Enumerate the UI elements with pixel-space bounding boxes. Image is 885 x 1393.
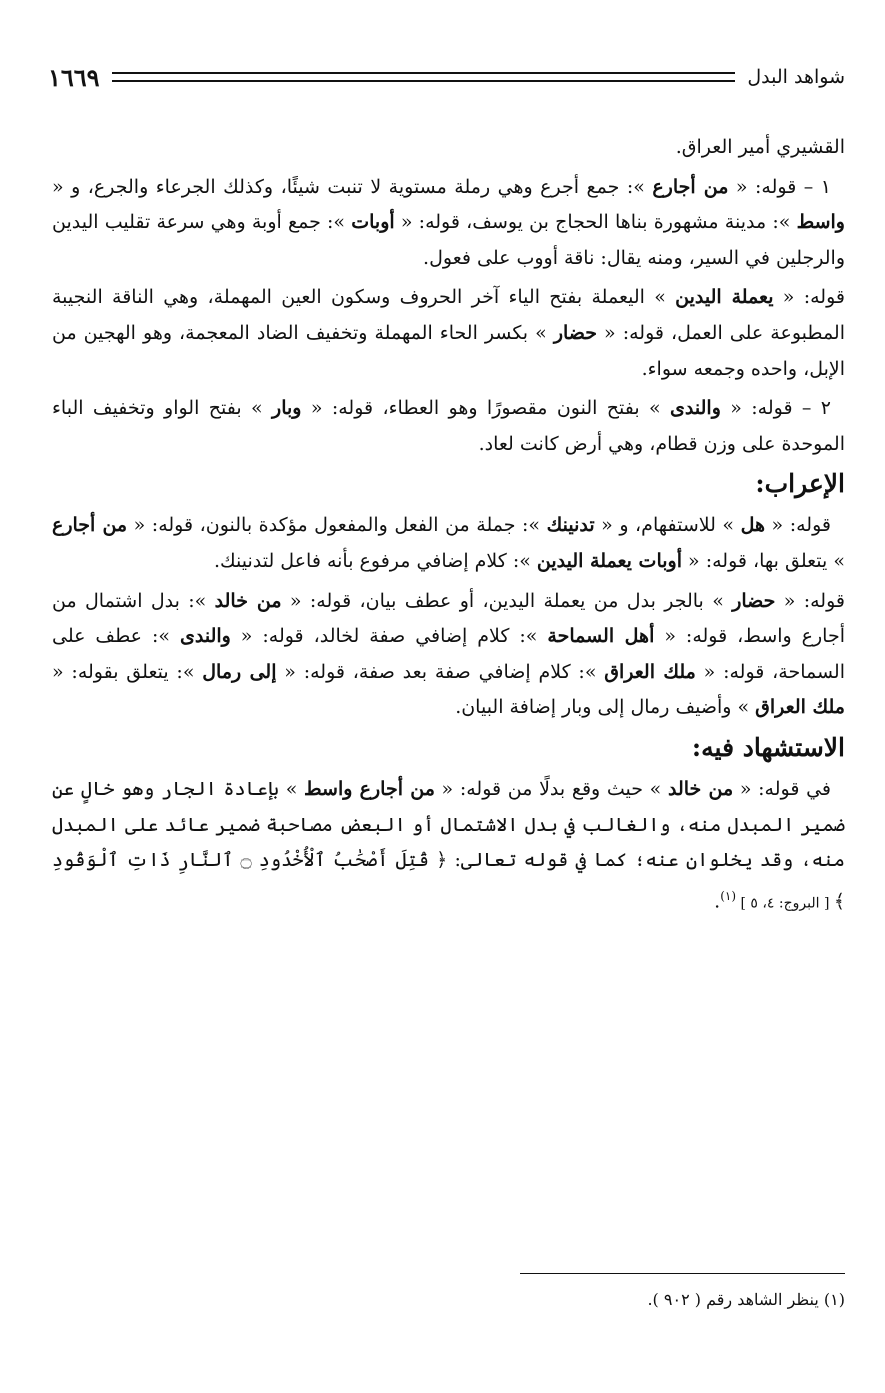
bold-term: من أجارع (652, 175, 729, 198)
paragraph-continuation: القشيري أمير العراق. (675, 136, 845, 158)
bold-term: حضار (732, 589, 776, 612)
bold-term: يعملة اليدين (675, 286, 774, 309)
bold-term: أوبات يعملة اليدين (536, 549, 682, 572)
bold-term: والندى (179, 625, 231, 648)
footnote-separator (520, 1273, 845, 1274)
bold-term: من أجارع واسط (304, 777, 435, 800)
bold-term: تدنينك (546, 514, 595, 537)
bold-term: من أجارع (52, 514, 128, 537)
bold-term: أوبات (351, 211, 395, 234)
bold-term: ملك العراق (755, 696, 845, 719)
verse-reference: [ البروج: ٤، ٥ ] (736, 895, 834, 912)
paragraph-irab-1: قوله: « هل » للاستفهام، و « تدنينك »: جملة من الفعل والمفعول مؤكدة بالنون، قوله: « من أجارع » يتعلق بها، قوله: « أوبات يعملة اليدين »: كلام إضافي مرفوع بأنه فاعل لتدنينك. (52, 514, 845, 572)
bold-term: ملك العراق (604, 660, 696, 683)
paragraph-note-1b: قوله: « يعملة اليدين » اليعملة بفتح الياء آخر الحروف وسكون العين المهملة، وهي الناقة النجيبة المطبوعة على العمل، قوله: « حضار » بكسر الحاء المهملة وتخفيف الضاد المعجمة، وهو الهجين من الإبل، واحده وجمعه سواء. (52, 286, 846, 380)
header-double-rule (112, 72, 736, 82)
bold-term: حضار (553, 321, 597, 344)
footnote-marker: (١) (720, 888, 737, 903)
section-heading-istishhad: الاستشهاد فيه: (691, 732, 845, 762)
page-number: ١٦٦٩ (48, 62, 100, 92)
paragraph-note-1: ١ – قوله: « من أجارع »: جمع أجرع وهي رملة مستوية لا تنبت شيئًا، وكذلك الجرعاء والجرع، و « واسط »: مدينة مشهورة بناها الحجاج بن يوسف، قوله: « أوبات »: جمع أوبة وهي سرعة تقليب اليدين والرجلين في السير، ومنه يقال: ناقة أووب على فعول. (52, 175, 845, 269)
bold-term: من خالد (667, 777, 734, 800)
paragraph-irab-2: قوله: « حضار » بالجر بدل من يعملة اليدين، أو عطف بيان، قوله: « من خالد »: بدل اشتمال من أجارع واسط، قوله: « أهل السماحة »: كلام إضافي صفة لخالد، قوله: « والندى »: عطف على السماحة، قوله: « ملك العراق »: كلام إضافي صفة بعد صفة، قوله: « إلى رمال »: يتعلق بقوله: « ملك العراق » وأضيف رمال إلى وبار إضافة البيان. (52, 589, 845, 719)
section-heading-irab: الإعراب: (755, 469, 845, 499)
bold-term: من خالد (214, 589, 282, 612)
bold-term: واسط (796, 211, 845, 234)
paragraph-istishhad: في قوله: « من خالد » حيث وقع بدلًا من قوله: « من أجارع واسط » بإعادة الجار وهو خالٍ عن ضمير المبدل منه، والغالب في بدل الاشتمال أو البعض مصاحبة ضمير عائد على المبدل منه، وقد يخلوان عنه؛ كما في قوله تعالى: ﴿ قُتِلَ أَصْحَٰبُ ٱلْأُخْدُودِ ۝ ٱلنَّارِ ذَاتِ ٱلْوَقُودِ ﴾ [ البروج: ٤، ٥ ] $^{(١)}$. (52, 777, 845, 913)
quran-verse: ﴿ قُتِلَ أَصْحَٰبُ ٱلْأُخْدُودِ ۝ ٱلنَّارِ ذَاتِ ٱلْوَقُودِ ﴾ (52, 849, 845, 913)
paragraph-note-2: ٢ – قوله: « والندى » بفتح النون مقصورًا وهو العطاء، قوله: « وبار » بفتح الواو وتخفيف الباء الموحدة على وزن قطام، وهي أرض كانت لعاد. (52, 397, 845, 455)
bold-term: والندى (670, 397, 721, 420)
bold-term: إلى رمال (202, 660, 277, 683)
bold-term: أهل السماحة (547, 625, 655, 648)
bold-term: هل (740, 514, 766, 537)
bold-term: وبار (272, 397, 302, 420)
page-body (52, 130, 845, 926)
page-header (48, 60, 845, 94)
running-title: شواهد البدل (747, 66, 845, 88)
footnote: (١) ينظر الشاهد رقم ( ٩٠٢ ). (647, 1290, 845, 1309)
